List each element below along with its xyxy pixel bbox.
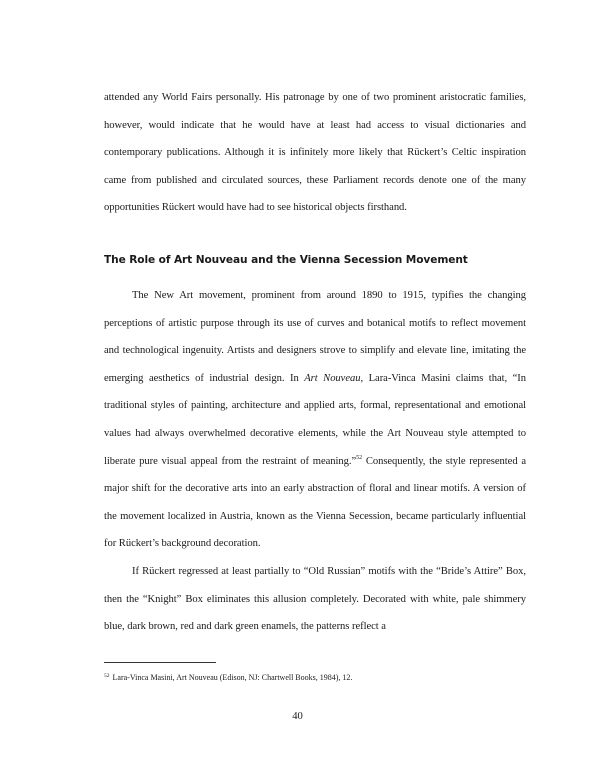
book-title-italic: Art Nouveau — [304, 372, 361, 384]
paragraph-continued: attended any World Fairs personally. His patronage by one of two prominent aristocratic families, however, would indicate that he would have at least had access to visual dictionaries and contemporary publications. Although it is infinitely more likely that Rückert’s Celtic inspiration came from published and circulated sources, these Parliament records denote one of the many opportunities Rückert would have had to see historical objects firsthand. — [104, 92, 526, 214]
paragraph-text-part-1: The New Art movement, prominent from around 1890 to 1915, typifies the changing perceptions of artistic purpose through its use of curves and botanical motifs to reflect movement and technological ingenuity. Artists and designers strove to simplify and elevate line, imitating the emerging aesthetics of industrial design. In — [104, 290, 526, 384]
footnote-text: Lara-Vinca Masini, Art Nouveau (Edison, NJ: Chartwell Books, 1984), 12. — [112, 673, 353, 682]
footnote-divider — [104, 662, 216, 663]
footnote-number: 52 — [104, 673, 110, 679]
paragraph-knight-box: If Rückert regressed at least partially to “Old Russian” motifs with the “Bride’s Attire” Box, then the “Knight” Box eliminates this allusion completely. Decorated with white, pale shimmery blue, dark brown, red and dark green enamels, the patterns reflect a — [104, 565, 526, 633]
paragraph-text-part-3: Consequently, the style represented a major shift for the decorative arts into an early abstraction of floral and linear motifs. A version of the movement localized in Austria, known as the Vienna Secession, became particularly influential for Rückert’s background decoration. — [104, 455, 526, 550]
body-text-top — [104, 84, 526, 222]
paragraph-text-part-2: , Lara-Vinca Masini claims that, “In traditional styles of painting, architecture and applied arts, formal, representational and emotional values had always overwhelmed decorative elements, while the Art Nouveau style attempted to liberate pure visual appeal from the restraint of meaning.” — [104, 372, 526, 467]
footnote — [104, 670, 524, 684]
section-heading: The Role of Art Nouveau and the Vienna Secession Movement — [104, 254, 468, 266]
paragraph-art-nouveau — [104, 282, 526, 558]
page-number: 40 — [292, 711, 303, 722]
footnote-reference: 52 — [356, 454, 363, 461]
body-text-main — [104, 282, 526, 641]
